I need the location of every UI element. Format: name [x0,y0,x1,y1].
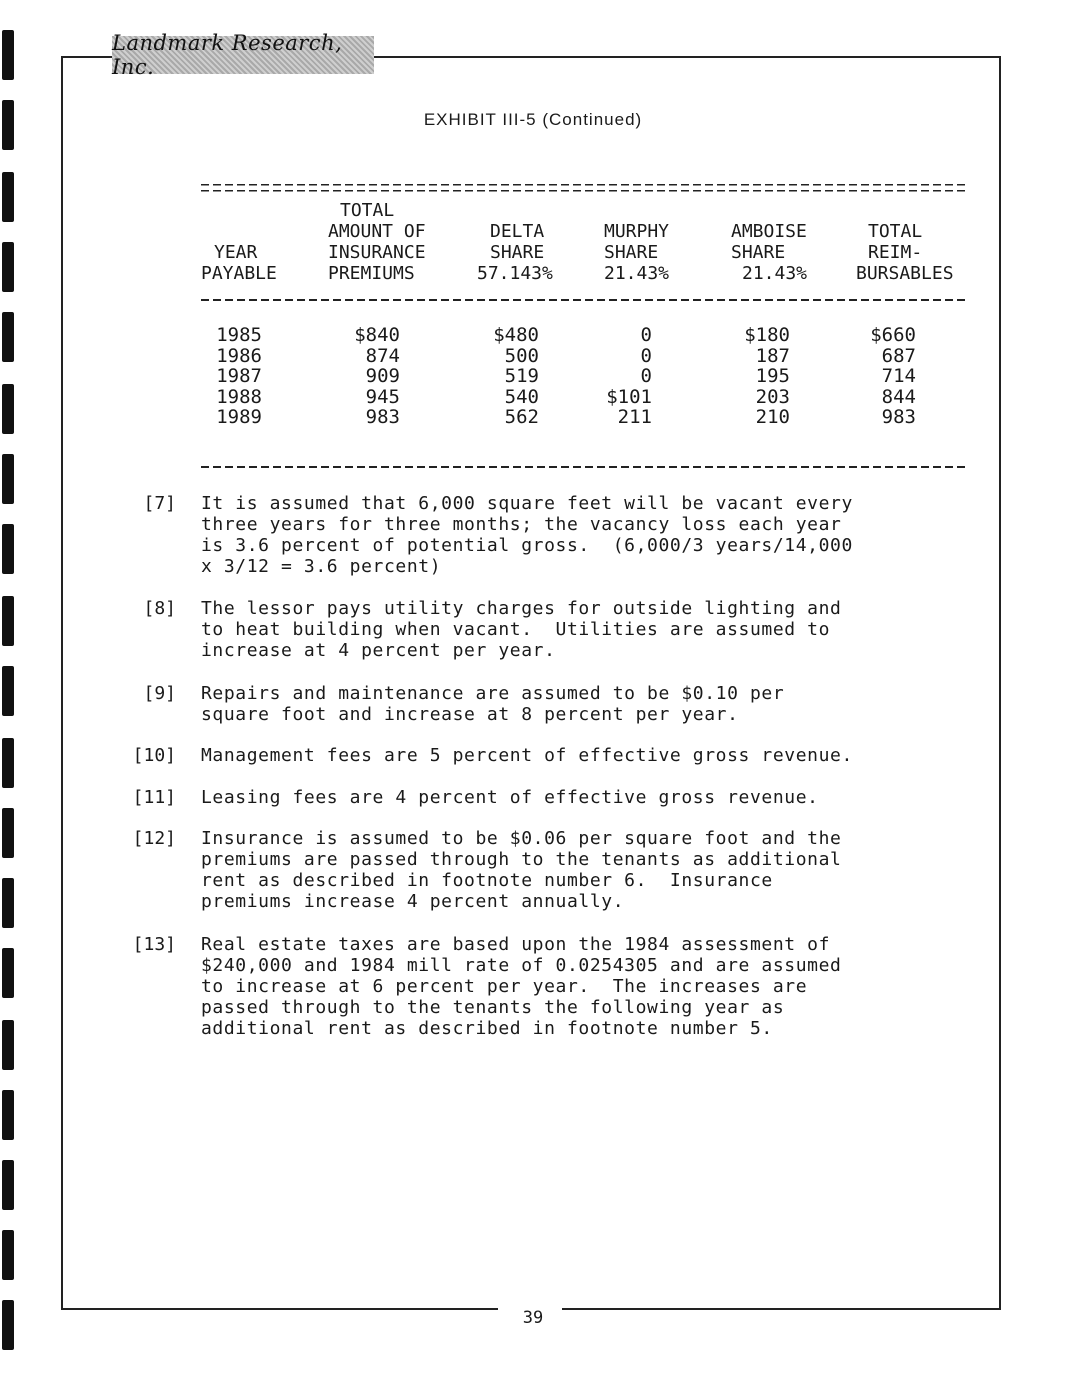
cell-total: $660 [870,324,916,346]
binder-hole [2,524,14,574]
binder-hole [2,242,14,292]
cell-year: 1986 [216,344,262,367]
cell-total: 983 [881,406,916,429]
cell-murphy: 0 [640,365,652,388]
exhibit-title: EXHIBIT III-5 (Continued) [423,110,643,129]
binder-hole [2,666,14,716]
footnote-text: Leasing fees are 4 percent of effective gross revenue. [201,787,819,808]
table-bottom-rule [201,466,967,468]
cell-total: 844 [881,385,916,408]
binder-hole [2,1090,14,1140]
header-total: TOTAL [868,221,923,242]
cell-year: 1987 [216,365,262,388]
cell-premiums: 945 [365,385,400,408]
binder-hole [2,454,14,504]
footnote-number: [7] [143,493,176,514]
footnote-number: [12] [132,828,176,849]
cell-murphy: 211 [617,406,652,429]
footnote-number: [13] [132,934,176,955]
logo-text: Landmark Research, Inc. [112,31,343,79]
footnote-text: It is assumed that 6,000 square feet will be vacant every three years for three months; the vacancy loss each year is 3.6 percent of potential gross. (6,000/3 years/14,000 x 3/12 = 3.6 percent) [201,493,853,577]
header-murphy: MURPHY [604,221,670,242]
cell-amboise: 210 [755,406,790,429]
header-divider [201,299,967,301]
header-premiums: INSURANCE [328,242,426,263]
cell-amboise: 187 [755,344,790,367]
binder-hole [2,808,14,858]
cell-delta: 540 [504,385,539,408]
cell-delta: $480 [493,324,539,346]
footnote-text: The lessor pays utility charges for outside lighting and to heat building when vacant. Utilities are assumed to increase at 4 percent per year. [201,598,842,661]
binder-hole [2,384,14,434]
binder-hole [2,30,14,80]
header-amboise: 21.43% [742,263,808,284]
header-murphy: 21.43% [604,263,670,284]
footnote-text: Repairs and maintenance are assumed to be $0.10 per square foot and increase at 8 percent per year. [201,683,785,725]
header-delta: 57.143% [477,263,553,284]
binder-hole [2,1020,14,1070]
cell-year: 1985 [216,324,262,346]
header-total: REIM- [868,242,923,263]
cell-premiums: $840 [354,324,400,346]
binder-hole [2,172,14,222]
footnote-number: [10] [132,745,176,766]
header-amboise: AMBOISE [731,221,807,242]
binder-hole [2,596,14,646]
cell-total: 714 [881,365,916,388]
header-premiums: TOTAL [340,200,395,221]
company-logo [112,31,374,79]
footnote-number: [8] [143,598,176,619]
binder-hole [2,312,14,362]
header-murphy: SHARE [604,242,659,263]
cell-year: 1988 [216,385,262,408]
footnote-text: Real estate taxes are based upon the 1984 assessment of $240,000 and 1984 mill rate of 0.0254305 and are assumed to increase at 6 percent per year. The increases are passed through to the tenants the following year as additional rent as described in footnote number 5. [201,934,842,1039]
cell-delta: 519 [504,365,539,388]
cell-murphy: 0 [640,324,652,346]
cell-premiums: 874 [365,344,400,367]
cell-total: 687 [881,344,916,367]
cell-murphy: $101 [606,385,652,408]
header-year: PAYABLE [201,263,277,284]
binder-hole [2,948,14,998]
binder-hole [2,738,14,788]
binder-hole [2,1230,14,1280]
binder-holes [0,0,50,1380]
footnote-number: [11] [132,787,176,808]
footnote-number: [9] [143,683,176,704]
cell-year: 1989 [216,406,262,429]
cell-premiums: 983 [365,406,400,429]
header-total: BURSABLES [856,263,954,284]
cell-amboise: 203 [755,385,790,408]
binder-hole [2,878,14,928]
table-top-rule [201,184,965,192]
binder-hole [2,1160,14,1210]
footnote-text: Management fees are 5 percent of effective gross revenue. [201,745,853,766]
header-year: YEAR [214,242,258,263]
cell-delta: 562 [504,406,539,429]
cell-premiums: 909 [365,365,400,388]
footnote-text: Insurance is assumed to be $0.06 per square foot and the premiums are passed through to the tenants as additional rent as described in footnote number 6. Insurance premiums increase 4 percent annually. [201,828,842,912]
header-delta: DELTA [490,221,545,242]
cell-delta: 500 [504,344,539,367]
cell-amboise: 195 [755,365,790,388]
cell-amboise: $180 [744,324,790,346]
header-delta: SHARE [490,242,545,263]
page-number: 39 [522,1308,544,1328]
header-premiums: PREMIUMS [328,263,415,284]
header-amboise: SHARE [731,242,786,263]
header-premiums: AMOUNT OF [328,221,426,242]
cell-murphy: 0 [640,344,652,367]
